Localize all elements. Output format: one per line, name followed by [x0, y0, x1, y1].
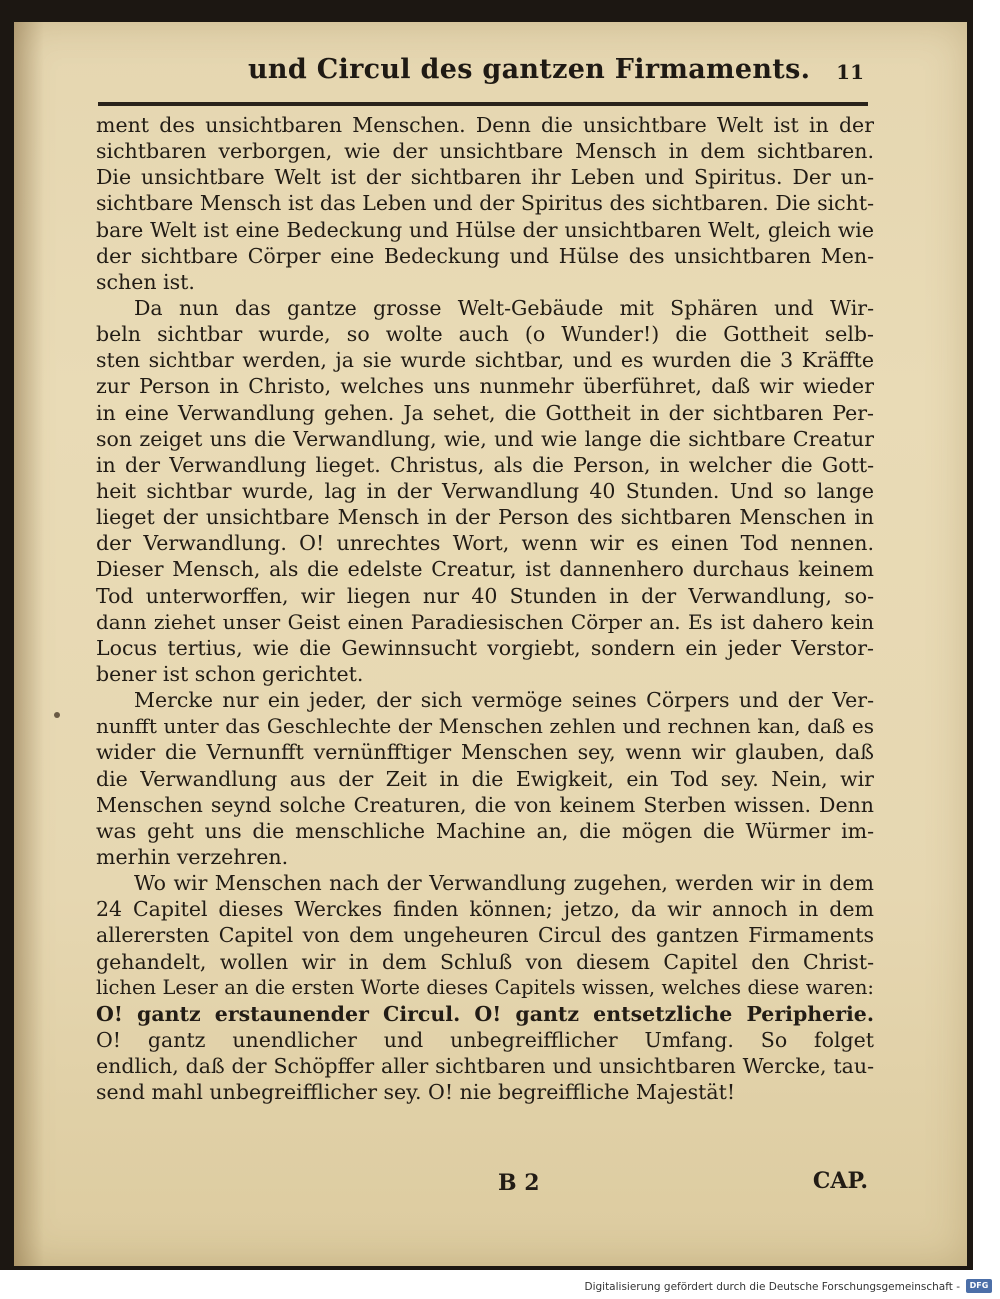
text-line: dann ziehet unser Geist einen Paradiesischen Cörper an. Es ist dahero kein [96, 609, 874, 634]
page-footer [96, 1168, 874, 1202]
text-line: in eine Verwandlung gehen. Ja sehet, die Gottheit in der sichtbaren Per- [96, 400, 874, 425]
page-header [98, 52, 868, 112]
text-line: bener ist schon gerichtet. [96, 661, 364, 686]
page-number: 11 [836, 60, 864, 84]
text-line: son zeiget uns die Verwandlung, wie, und wie lange die sichtbare Creatur [96, 426, 874, 451]
text-line: Wo wir Menschen nach der Verwandlung zugehen, werden wir in dem [134, 871, 874, 896]
text-line: in der Verwandlung lieget. Christus, als die Person, in welcher die Gott- [96, 452, 874, 477]
text-line: zur Person in Christo, welches uns nunmehr überführet, daß wir wieder [96, 374, 874, 399]
text-line: beln sichtbar wurde, so wolte auch (o Wunder!) die Gottheit selb- [96, 322, 874, 347]
digitization-credit: Digitalisierung gefördert durch die Deutsche Forschungsgemeinschaft - [584, 1281, 960, 1293]
text-line: merhin verzehren. [96, 844, 289, 869]
text-line: sichtbaren verborgen, wie der unsichtbare Mensch in dem sichtbaren. [96, 139, 874, 164]
signature-mark: B 2 [498, 1170, 540, 1196]
text-line: was geht uns die menschliche Machine an, die mögen die Würmer im- [96, 818, 874, 843]
text-line: lieget der unsichtbare Mensch in der Person des sichtbaren Menschen in [96, 505, 874, 530]
text-line: Mercke nur ein jeder, der sich vermöge seines Cörpers und der Ver- [134, 688, 874, 713]
text-line: der sichtbare Cörper eine Bedeckung und Hülse des unsichtbaren Men- [96, 243, 874, 268]
text-line: sichtbare Mensch ist das Leben und der Spiritus des sichtbaren. Die sicht- [96, 191, 874, 216]
text-line: O! gantz unendlicher und unbegreifflicher Umfang. So folget [96, 1027, 874, 1052]
text-line: allerersten Capitel von dem ungeheuren Circul des gantzen Firmaments [96, 923, 874, 948]
text-line: Locus tertius, wie die Gewinnsucht vorgiebt, sondern ein jeder Verstor- [96, 635, 874, 660]
text-line: nunfft unter das Geschlechte der Menschen zehlen und rechnen kan, daß es [96, 714, 874, 739]
text-line: O! gantz erstaunender Circul. O! gantz entsetzliche Peripherie. [96, 1001, 874, 1026]
catchword: CAP. [812, 1168, 868, 1194]
body-text [96, 112, 874, 1105]
ink-spot [54, 712, 60, 718]
text-line: Da nun das gantze grosse Welt-Gebäude mit Sphären und Wir- [134, 295, 874, 320]
running-head: und Circul des gantzen Firmaments. [248, 54, 811, 85]
text-line: sten sichtbar werden, ja sie wurde sichtbar, und es wurden die 3 Kräffte [96, 348, 874, 373]
text-line: ment des unsichtbaren Menschen. Denn die unsichtbare Welt ist in der [96, 113, 874, 137]
text-line: lichen Leser an die ersten Worte dieses Capitels wissen, welches diese waren: [96, 975, 874, 999]
text-line: die Verwandlung aus der Zeit in die Ewigkeit, ein Tod sey. Nein, wir [96, 766, 874, 791]
text-line: der Verwandlung. O! unrechtes Wort, wenn wir es einen Tod nennen. [96, 531, 874, 556]
text-line: gehandelt, wollen wir in dem Schluß von diesem Capitel den Christ- [96, 949, 874, 974]
dfg-logo: DFG [966, 1279, 992, 1293]
text-line: endlich, daß der Schöpffer aller sichtbaren und unsichtbaren Wercke, tau- [96, 1054, 874, 1079]
text-line: Dieser Mensch, als die edelste Creatur, ist dannenhero durchaus keinem [96, 557, 874, 582]
text-line: bare Welt ist eine Bedeckung und Hülse der unsichtbaren Welt, gleich wie [96, 217, 874, 242]
text-line: Menschen seynd solche Creaturen, die von keinem Sterben wissen. Denn [96, 792, 874, 817]
text-line: wider die Vernunfft vernünfftiger Menschen sey, wenn wir glauben, daß [96, 740, 874, 765]
text-line: send mahl unbegreifflicher sey. O! nie begreiffliche Majestät! [96, 1080, 736, 1105]
text-line: heit sichtbar wurde, lag in der Verwandlung 40 Stunden. Und so lange [96, 478, 874, 503]
text-line: 24 Capitel dieses Werckes finden können; jetzo, da wir annoch in dem [96, 897, 874, 922]
text-line: schen ist. [96, 269, 195, 294]
text-line: Die unsichtbare Welt ist der sichtbaren ihr Leben und Spiritus. Der un- [96, 165, 874, 190]
header-rule [98, 102, 868, 106]
text-line: Tod unterworffen, wir liegen nur 40 Stunden in der Verwandlung, so- [96, 583, 874, 608]
